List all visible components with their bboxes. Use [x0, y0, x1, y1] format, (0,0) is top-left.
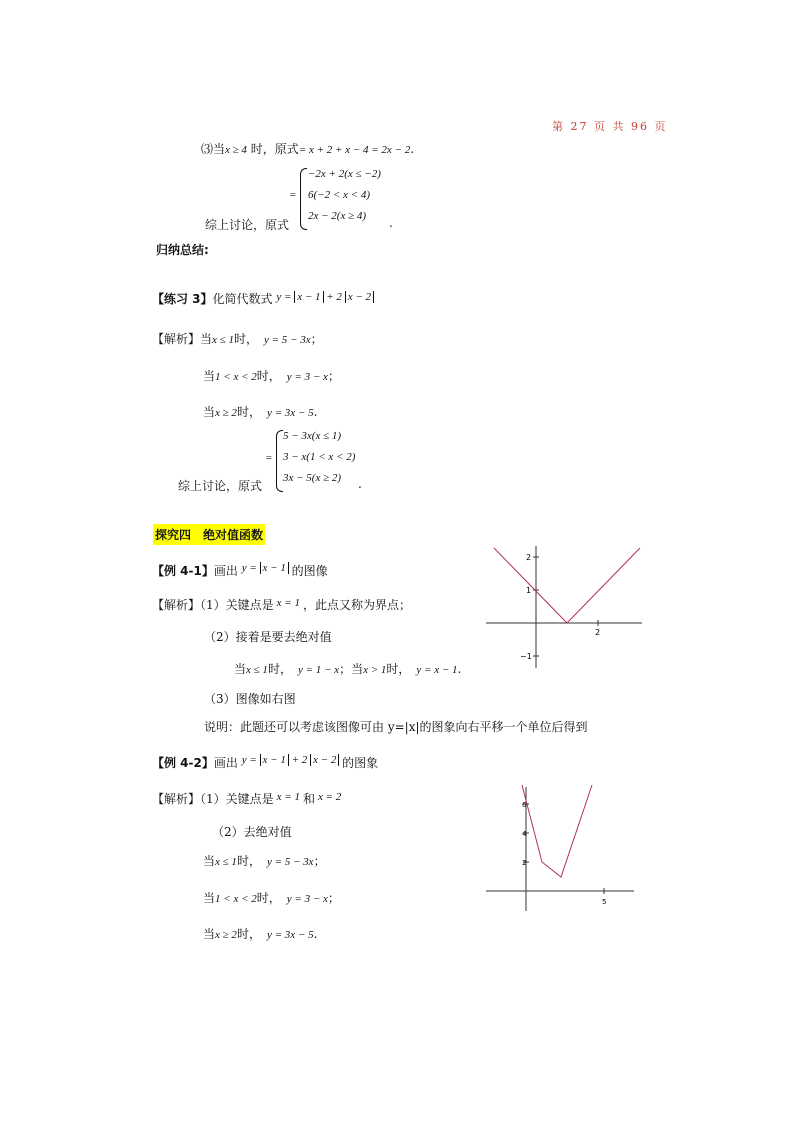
example42-line-3 — [203, 925, 317, 942]
formula-y: y = — [241, 562, 257, 574]
sol3-expr: y = 3x − 5 — [266, 407, 314, 419]
solution3-end: . — [358, 477, 362, 491]
s2-mid2: 时， — [386, 662, 411, 676]
graph2 — [484, 783, 644, 913]
summary1-brace — [300, 168, 307, 230]
solution3-eq: = — [265, 452, 273, 464]
sol3-cond: x ≤ 1 — [212, 334, 234, 346]
solution3-summary-label: 综上讨论，原式 — [178, 479, 263, 493]
s2-cond1: x ≤ 1 — [246, 664, 268, 676]
solution3-line-1 — [152, 330, 323, 347]
formula-abs-2: x − 2 — [345, 291, 374, 303]
case3-line — [201, 140, 414, 157]
step1-post: ，此点又称为界点； — [302, 598, 411, 612]
formula-y: y = — [276, 291, 292, 303]
graph2-ytick-label: 6 — [522, 801, 527, 809]
example41-step2: （2）接着是要去绝对值 — [204, 630, 332, 644]
section-title: 探究四 绝对值函数 — [153, 524, 265, 545]
formula-abs-2: x − 2 — [310, 754, 339, 766]
sol3-mid: 时， — [233, 332, 258, 346]
practice3-text: 化简代数式 — [212, 292, 273, 306]
step1-text: （1）关键点是 — [200, 598, 274, 612]
solution3-case-3: 3x − 5(x ≥ 2) — [283, 472, 342, 484]
example42-solution-tag: 【解析】 — [152, 792, 201, 806]
e42-end: . — [313, 927, 318, 941]
s2-sep: ；当 — [339, 662, 364, 676]
example41-step3: （3）图像如右图 — [204, 692, 296, 706]
summary1-case-1: −2x + 2(x ≤ −2) — [308, 168, 381, 180]
sol3-end: ； — [310, 332, 323, 346]
solution3-line-2 — [203, 367, 340, 384]
e42-mid: 时， — [236, 854, 261, 868]
sol3-expr: y = 5 − 3x — [263, 334, 311, 346]
practice3-tag: 【练习 3】 — [152, 292, 213, 306]
case3-end: . — [410, 142, 415, 156]
sol3-end: . — [313, 405, 318, 419]
e42-pre: 当 — [203, 927, 216, 941]
step1-m2: x = 2 — [317, 791, 342, 803]
graph1-ytick-label: 2 — [526, 553, 532, 562]
formula-coef: + 2 — [291, 754, 308, 766]
s2-pre: 当 — [234, 662, 247, 676]
example41-step2-line — [234, 660, 461, 677]
sol3-mid: 时， — [256, 369, 281, 383]
sol3-expr: y = 3 − x — [286, 371, 328, 383]
e42-expr: y = 3x − 5 — [266, 929, 314, 941]
step1-m1: x = 1 — [276, 791, 300, 803]
step1-math: x = 1 — [276, 597, 300, 609]
e42-end: ； — [313, 854, 326, 868]
practice3-formula — [276, 291, 374, 303]
s2-cond2: x > 1 — [363, 664, 387, 676]
e42-pre: 当 — [203, 891, 216, 905]
example42-formula — [242, 754, 342, 766]
page-number: 第 27 页 共 96 页 — [552, 120, 668, 133]
example41-line — [152, 562, 328, 579]
case3-cond: x ≥ 4 — [225, 144, 247, 156]
solution3-brace — [276, 430, 283, 492]
formula-coef: + 2 — [326, 291, 342, 303]
formula-abs-1: x − 1 — [294, 291, 323, 303]
case3-expr: = x + 2 + x − 4 = 2x − 2 — [298, 144, 411, 156]
e42-expr: y = 3 − x — [286, 893, 328, 905]
summary1-eq: = — [289, 189, 297, 201]
sol3-end: ； — [327, 369, 340, 383]
conclusion-heading: 归纳总结: — [156, 243, 209, 257]
solution3-line-3 — [203, 403, 317, 420]
example41-solution-tag: 【解析】 — [152, 598, 201, 612]
e42-mid: 时， — [256, 891, 281, 905]
example42-line-1 — [203, 852, 326, 869]
example41-formula — [242, 562, 292, 574]
example41-post: 的图像 — [291, 564, 328, 578]
example41-step1 — [152, 596, 411, 613]
solution3-case-2: 3 − x(1 < x < 2) — [283, 451, 356, 463]
sol3-cond: x ≥ 2 — [215, 407, 237, 419]
e42-cond: 1 < x < 2 — [215, 893, 257, 905]
sol3-cond: 1 < x < 2 — [215, 371, 257, 383]
summary1-end: . — [389, 216, 393, 230]
example42-tag: 【例 4-2】 — [152, 756, 214, 770]
graph2-ytick-label: 2 — [522, 859, 527, 867]
formula-y: y = — [241, 754, 257, 766]
case3-mid: 时，原式 — [246, 142, 299, 156]
sol3-pre: 当 — [203, 369, 216, 383]
solution3-tag: 【解析】 — [152, 332, 201, 346]
s2-expr2: y = x − 1 — [416, 664, 458, 676]
sol3-mid: 时， — [236, 405, 261, 419]
step1-text: （1）关键点是 — [200, 792, 274, 806]
example42-post: 的图象 — [342, 756, 379, 770]
graph1-xtick-label: 2 — [595, 628, 601, 637]
example41-pre: 画出 — [213, 564, 238, 578]
e42-expr: y = 5 − 3x — [266, 856, 314, 868]
case3-prefix: ⑶当 — [201, 142, 226, 156]
example42-step1 — [152, 790, 341, 807]
graph2-ytick-label: 4 — [522, 830, 527, 838]
graph2-xtick-label: 5 — [602, 898, 607, 906]
graph1-curve — [494, 548, 640, 623]
graph1-ytick-label: −1 — [520, 652, 532, 661]
e42-pre: 当 — [203, 854, 216, 868]
e42-end: ； — [327, 891, 340, 905]
e42-mid: 时， — [236, 927, 261, 941]
example42-line-2 — [203, 889, 340, 906]
graph2-curve — [522, 785, 592, 877]
formula-abs: x − 1 — [260, 562, 289, 574]
s2-end: . — [457, 662, 462, 676]
example42-pre: 画出 — [213, 756, 238, 770]
example42-line — [152, 754, 378, 771]
practice3-line — [152, 290, 374, 307]
solution3-case-1: 5 − 3x(x ≤ 1) — [283, 430, 342, 442]
summary1-case-2: 6(−2 < x < 4) — [308, 189, 370, 201]
example41-note: 说明：此题还可以考虑该图像可由 y=|x|的图象向右平移一个单位后得到 — [204, 720, 588, 734]
example42-step2: （2）去绝对值 — [212, 825, 292, 839]
sol3-pre: 当 — [203, 405, 216, 419]
example41-tag: 【例 4-1】 — [152, 564, 214, 578]
graph1-ytick-label: 1 — [526, 586, 532, 595]
formula-abs-1: x − 1 — [260, 754, 289, 766]
s2-expr1: y = 1 − x — [297, 664, 340, 676]
e42-cond: x ≤ 1 — [215, 856, 237, 868]
summary1-label: 综上讨论，原式 — [205, 218, 290, 232]
sol3-pre: 当 — [200, 332, 213, 346]
s2-mid1: 时， — [267, 662, 292, 676]
summary1-case-3: 2x − 2(x ≥ 4) — [308, 210, 367, 222]
step1-and: 和 — [302, 792, 315, 806]
e42-cond: x ≥ 2 — [215, 929, 237, 941]
graph1 — [484, 540, 644, 670]
